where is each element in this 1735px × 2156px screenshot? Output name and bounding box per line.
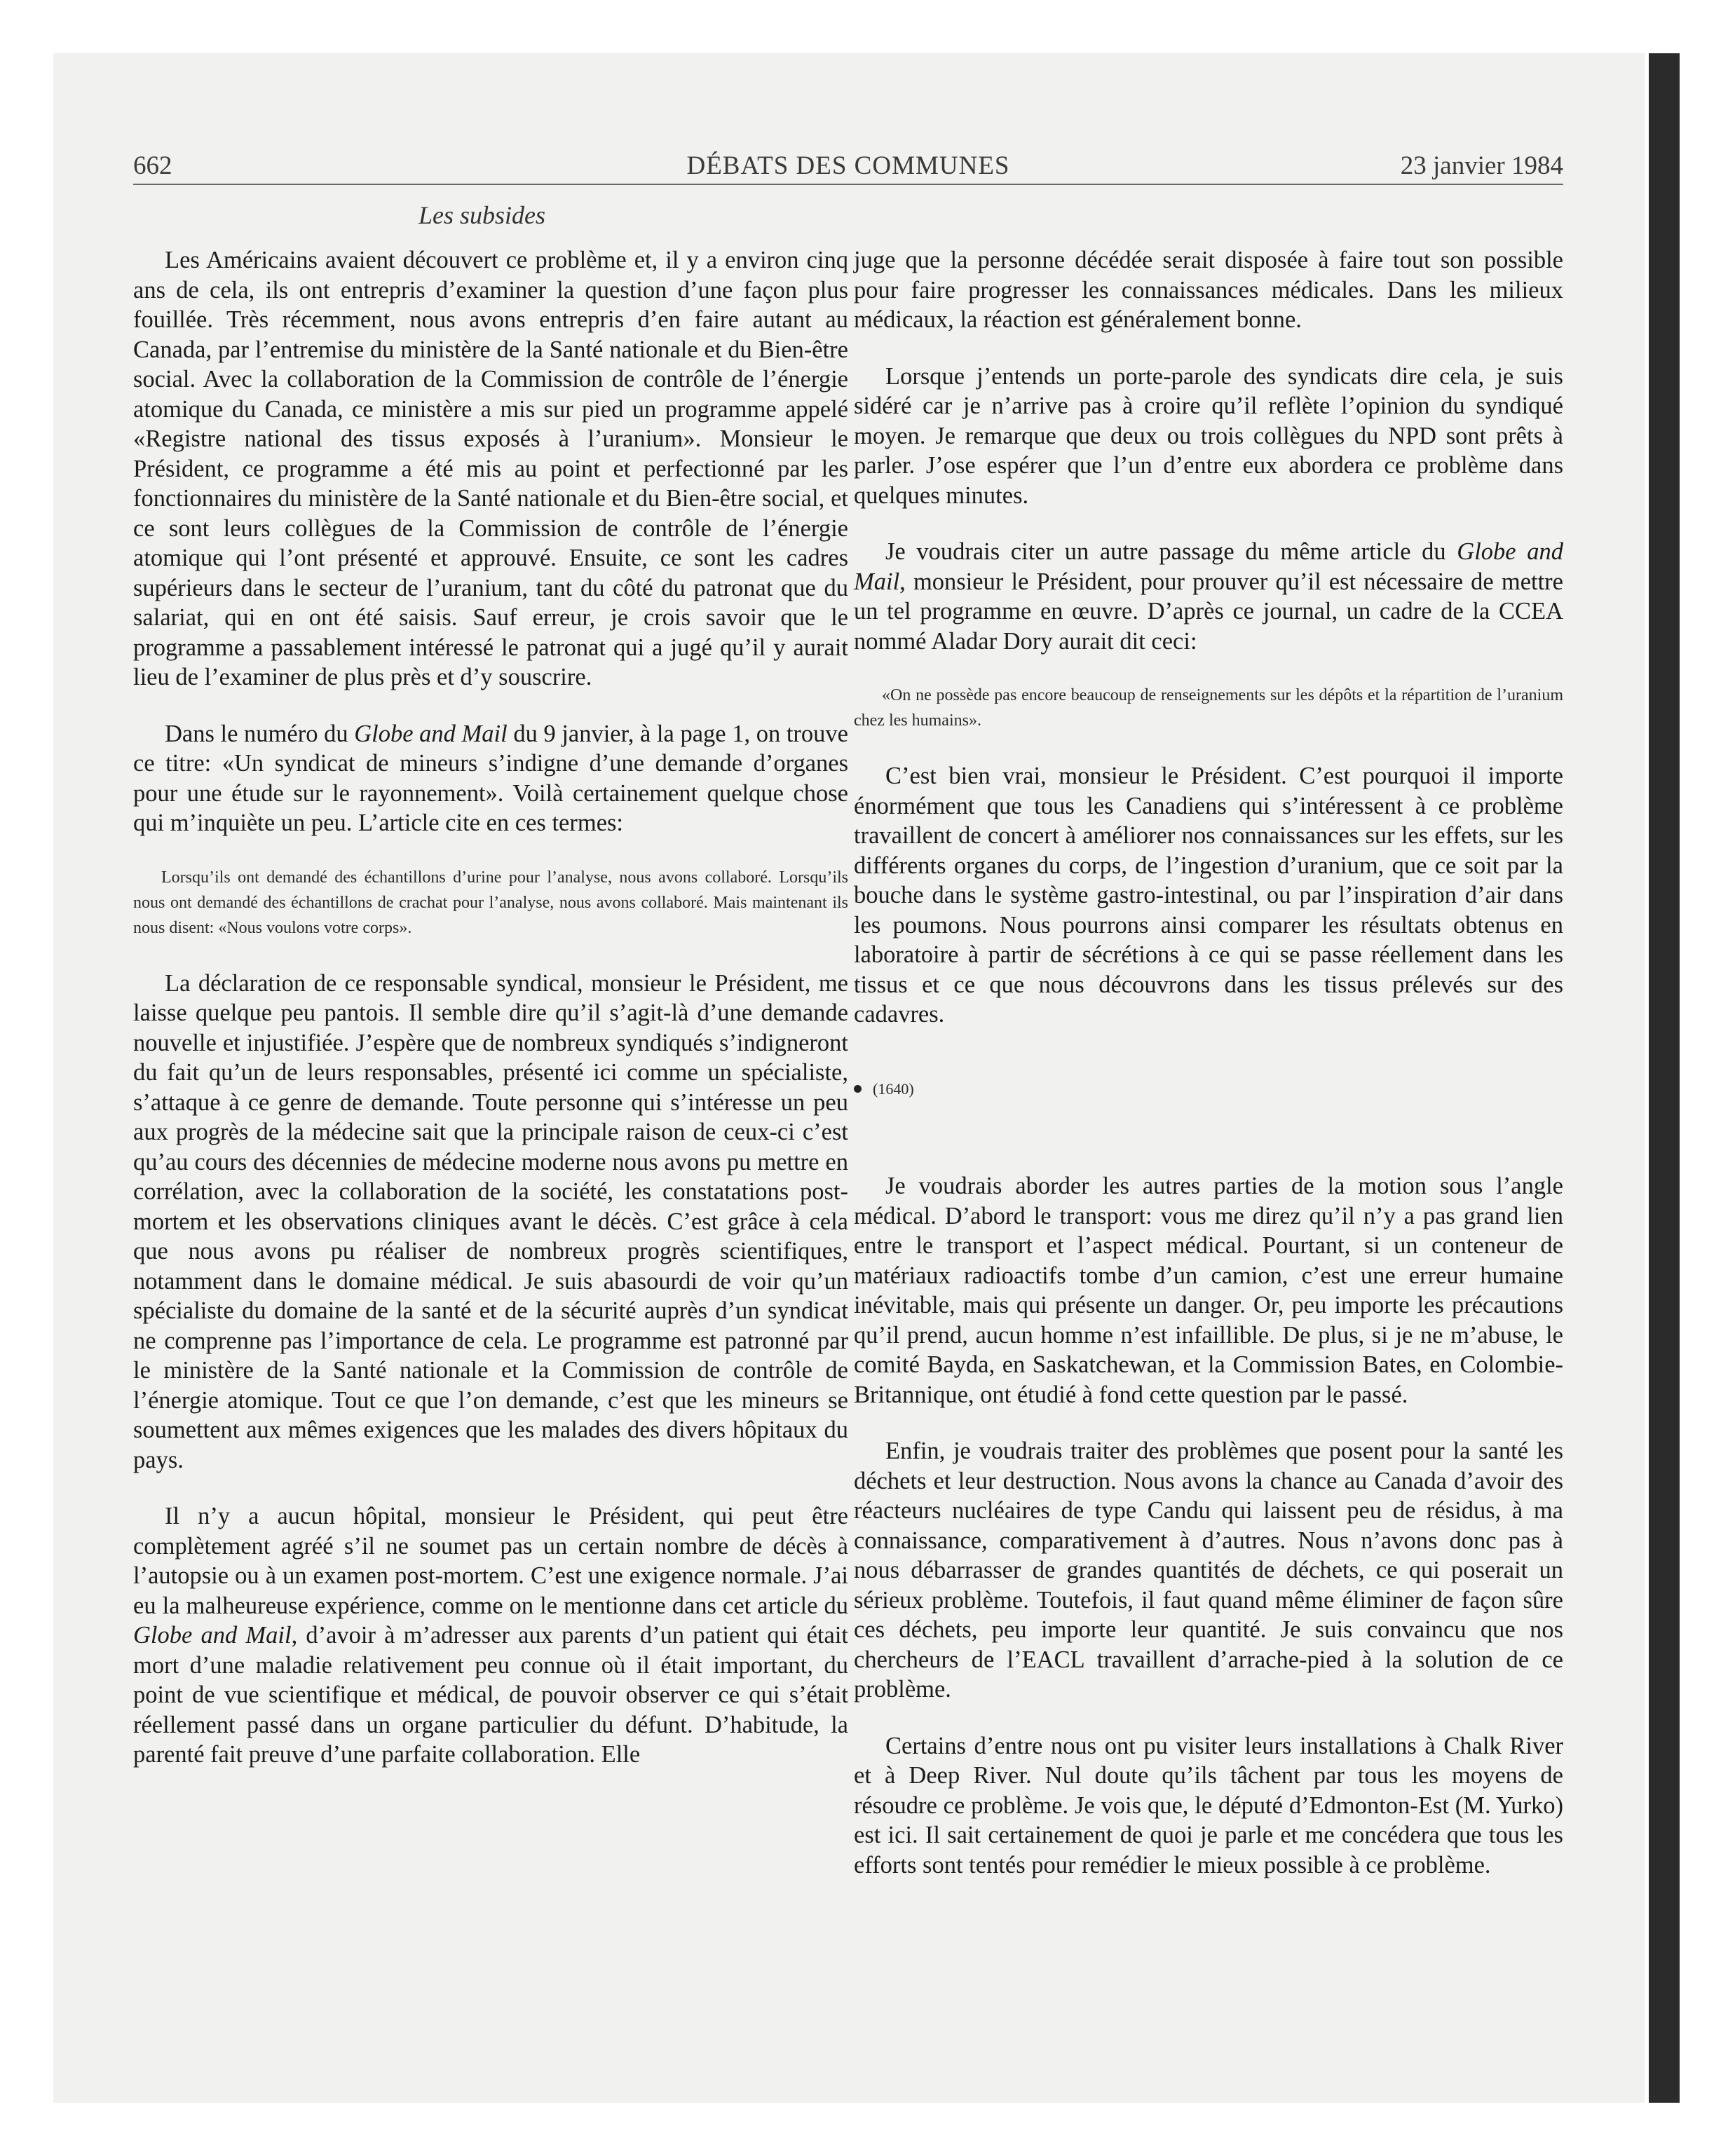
- paragraph: Lorsque j’entends un porte-parole des syndicats dire cela, je suis sidéré car je n’arrive pas à croire qu’il reflète l’opinion du syndiqué moyen. Je remarque que deux ou trois collègues du NPD sont prêts à parler. J’ose espérer que l’un d’entre eux abordera ce problème dans quelques minutes.: [854, 362, 1563, 509]
- paragraph: juge que la personne décédée serait disposée à faire tout son possible pour faire progresser les connaissances médicales. Dans les milieux médicaux, la réaction est généralement bonne.: [854, 247, 1563, 333]
- block-quote: «On ne possède pas encore beaucoup de renseignements sur les dépôts et la répartition de l’uranium chez les humains».: [854, 686, 1563, 730]
- publication-title: DÉBATS DES COMMUNES: [686, 151, 1010, 180]
- paragraph: [854, 537, 1563, 656]
- newspaper-title: Globe and Mail: [354, 720, 508, 747]
- section-title: Les subsides: [418, 201, 546, 229]
- left-column: [133, 245, 848, 1796]
- paragraph: [133, 719, 848, 838]
- paragraph: C’est bien vrai, monsieur le Président. C’est pourquoi il importe énormément que tous les Canadiens qui s’intéressent à ce problème travaillent de concert à améliorer nos connaissances sur les effets, sur les différents organes du corps, de l’ingestion d’uranium, que ce soit par la bouche dans le système gastro-intestinal, ou par l’inspiration d’air dans les poumons. Nous pourrons ainsi comparer les résultats obtenus en laboratoire à partir de sécrétions à ce qui se passe réellement dans les tissus et ce que nous découvrons dans les tissus prélevés sur des cadavres.: [854, 763, 1563, 1028]
- text-run: du 9 janvier, à la page 1, on trouve ce titre: «Un syndicat de mineurs s’indigne d’une demande d’organes pour une étude sur le rayonnement». Voilà certainement quelque chose qui m’inquiète un peu. L’article cite en ces termes:: [133, 720, 848, 836]
- header-rule: [133, 184, 1563, 185]
- paragraph: Certains d’entre nous ont pu visiter leurs installations à Chalk River et à Deep River. Nul doute qu’ils tâchent par tous les moyens de résoudre ce problème. Je vois que, le député d’Edmonton-Est (M. Yurko) est ici. Il sait certainement de quoi je parle et me concédera que tous les efforts sont tentés pour remédier le mieux possible à ce problème.: [854, 1732, 1563, 1878]
- text-run: Il n’y a aucun hôpital, monsieur le Président, qui peut être complètement agréé s’il ne soumet pas un certain nombre de décès à l’autopsie ou à un examen post-mortem. C’est une exigence normale. J’ai eu la malheureuse expérience, comme on le mentionne dans cet article du: [133, 1503, 848, 1619]
- time-marker: [854, 1074, 1563, 1105]
- text-run: Je voudrais citer un autre passage du même article du: [885, 538, 1457, 565]
- newspaper-title: Globe and Mail: [133, 1622, 292, 1649]
- newspaper-title: Globe and Mail: [854, 538, 1563, 595]
- bullet-icon: [854, 1085, 862, 1093]
- time-marker-label: (1640): [873, 1079, 914, 1098]
- block-quote: Lorsqu’ils ont demandé des échantillons d’urine pour l’analyse, nous avons collaboré. Lorsqu’ils nous ont demandé des échantillons de crachat pour l’analyse, nous avons collaboré. Mais maintenant ils nous disent: «Nous voulons votre corps».: [133, 868, 848, 937]
- page-header: [133, 151, 1563, 186]
- text-run: , monsieur le Président, pour prouver qu’il est nécessaire de mettre un tel programme en œuvre. D’après ce journal, un cadre de la CCEA nommé Aladar Dory aurait dit ceci:: [854, 568, 1563, 655]
- scan-edge-bar: [1649, 53, 1680, 2103]
- paragraph: La déclaration de ce responsable syndical, monsieur le Président, me laisse quelque peu pantois. Il semble dire qu’il s’agit-là d’une demande nouvelle et injustifiée. J’espère que de nombreux syndiqués s’indigneront du fait qu’un de leurs responsables, présenté ici comme un spécialiste, s’attaque à ce genre de demande. Toute personne qui s’intéresse un peu aux progrès de la médecine sait que la principale raison de ceux-ci c’est qu’au cours des décennies de médecine moderne nous avons pu mettre en corrélation, avec la collaboration de la société, les constatations post-mortem et les observations cliniques avant le décès. C’est grâce à cela que nous avons pu réaliser de nombreux progrès scientifiques, notamment dans le domaine médical. Je suis abasourdi de voir qu’un spécialiste du domaine de la santé et de la sécurité auprès d’un syndicat ne comprenne pas l’importance de cela. Le programme est patronné par le ministère de la Santé nationale et la Commission de contrôle de l’énergie atomique. Tout ce que l’on demande, c’est que les mineurs se soumettent aux mêmes exigences que les malades des divers hôpitaux du pays.: [133, 969, 848, 1473]
- right-column: [854, 245, 1563, 1906]
- paragraph: Les Américains avaient découvert ce problème et, il y a environ cinq ans de cela, ils ont entrepris d’examiner la question d’une façon plus fouillée. Très récemment, nous avons entrepris d’en faire autant au Canada, par l’entremise du ministère de la Santé nationale et du Bien-être social. Avec la collaboration de la Commission de contrôle de l’énergie atomique du Canada, ce ministère a mis sur pied un programme appelé «Registre national des tissus exposés à l’uranium». Monsieur le Président, ce programme a été mis au point et perfectionné par les fonctionnaires du ministère de la Santé nationale et du Bien-être social, et ce sont leurs collègues de la Commission de contrôle de l’énergie atomique qui l’ont présenté et approuvé. Ensuite, ce sont les cadres supérieurs dans le secteur de l’uranium, tant du côté du patronat que du salariat, qui en ont été saisis. Sauf erreur, je crois savoir que le programme a passablement intéressé le patronat qui a jugé qu’il y aurait lieu de l’examiner de plus près et d’y souscrire.: [133, 247, 848, 690]
- paragraph: Je voudrais aborder les autres parties de la motion sous l’angle médical. D’abord le transport: vous me direz qu’il n’y a pas grand lien entre le transport et l’aspect médical. Pourtant, si un conteneur de matériaux radioactifs tombe d’un camion, c’est une erreur humaine inévitable, mais qui présente un danger. Or, peu importe les précautions qu’il prend, aucun homme n’est infaillible. De plus, si je ne m’abuse, le comité Bayda, en Saskatchewan, et la Commission Bates, en Colombie-Britannique, ont étudié à fond cette question par le passé.: [854, 1173, 1563, 1408]
- text-run: Dans le numéro du: [165, 720, 355, 747]
- page-number: 662: [133, 151, 172, 180]
- text-run: , d’avoir à m’adresser aux parents d’un patient qui était mort d’une maladie relativement peu connue où il était important, du point de vue scientifique et médical, de pouvoir observer ce qui s’était réellement passé dans un organe particulier du défunt. D’habitude, la parenté fait preuve d’une parfaite collaboration. Elle: [133, 1622, 848, 1768]
- paragraph: Enfin, je voudrais traiter des problèmes que posent pour la santé les déchets et leur destruction. Nous avons la chance au Canada d’avoir des réacteurs nucléaires de type Candu qui laissent peu de résidus, à ma connaissance, comparativement à d’autres. Nous n’avons donc pas à nous débarrasser de grandes quantités de déchets, ce qui poserait un sérieux problème. Toutefois, il faut quand même éliminer de façon sûre ces déchets, peu importe leur quantité. Je suis convaincu que nos chercheurs de l’EACL travaillent d’arrache-pied à la solution de ce problème.: [854, 1438, 1563, 1703]
- issue-date: 23 janvier 1984: [1400, 151, 1563, 180]
- paragraph: [133, 1501, 848, 1770]
